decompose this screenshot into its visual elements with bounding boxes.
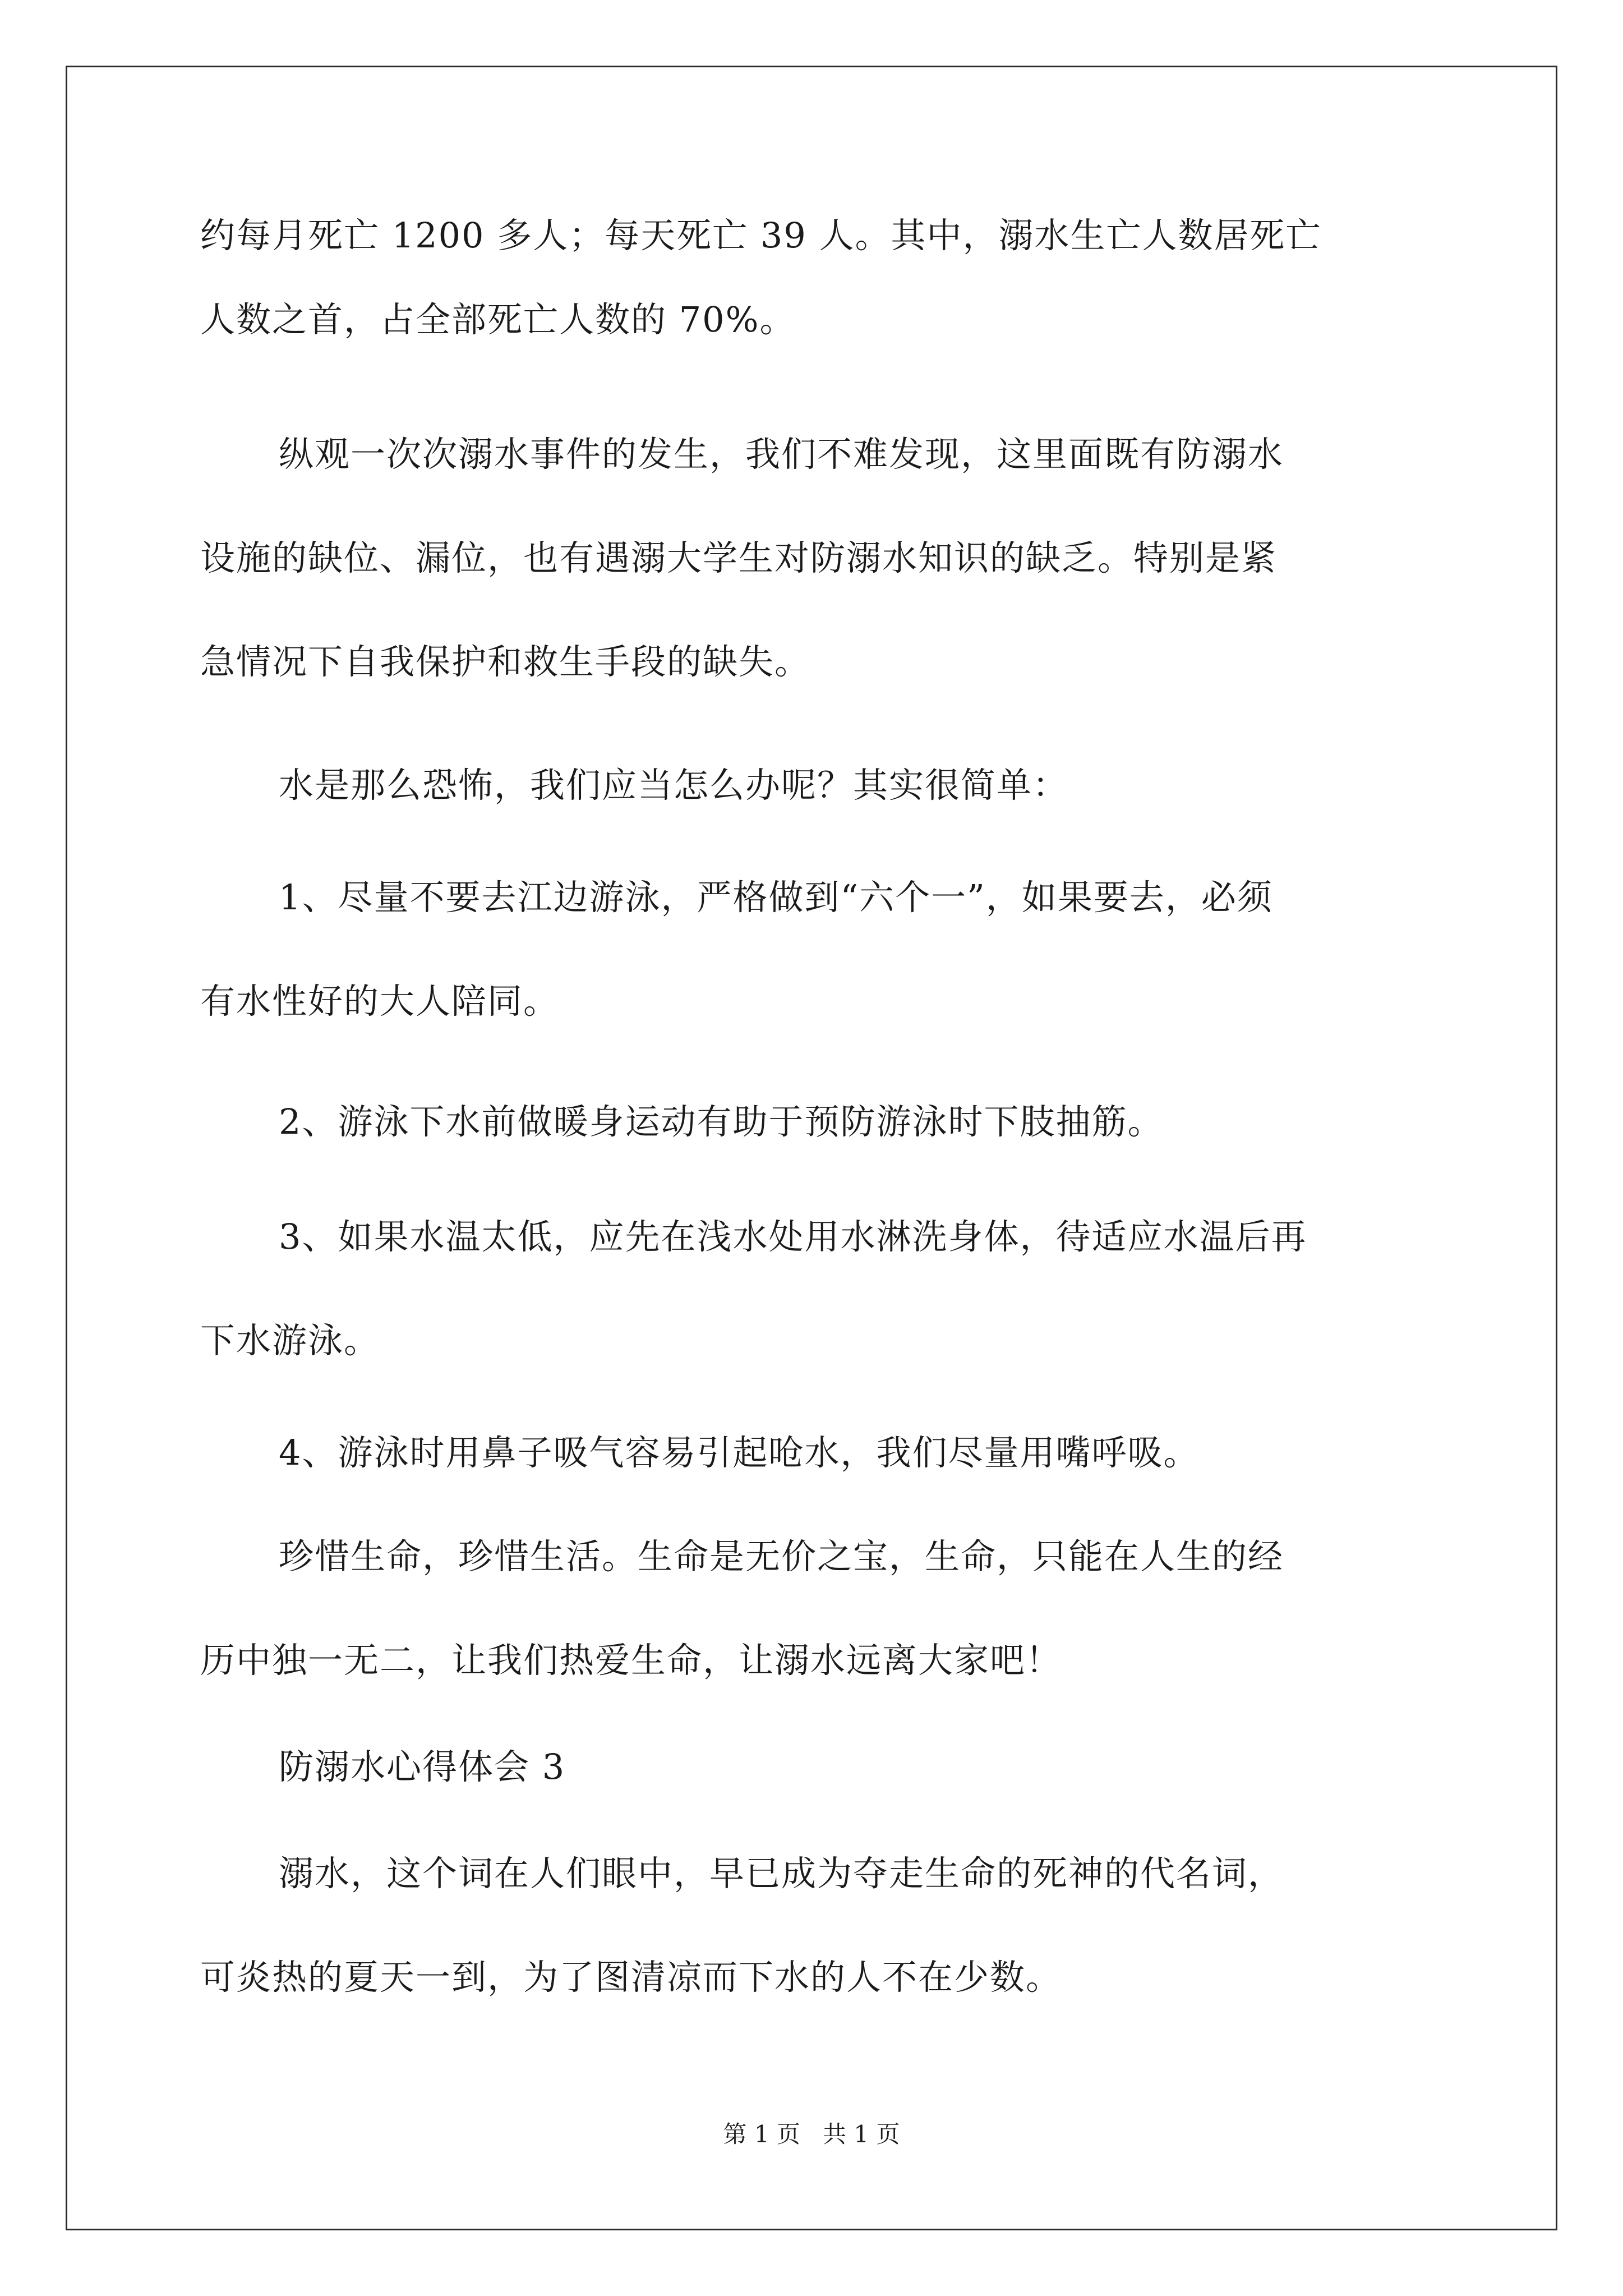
text-line: 历中独一无二，让我们热爱生命，让溺水远离大家吧！ bbox=[200, 1640, 1062, 1681]
list-item-line: 1、尽量不要去江边游泳，严格做到“六个一”，如果要去，必须 bbox=[279, 877, 1273, 918]
paragraph-line: 水是那么恐怖，我们应当怎么办呢？其实很简单： bbox=[279, 765, 1069, 806]
text-line: 急情况下自我保护和救生手段的缺失。 bbox=[200, 641, 811, 682]
page-border bbox=[66, 66, 1557, 2230]
paragraph-line: 纵观一次次溺水事件的发生，我们不难发现，这里面既有防溺水 bbox=[279, 434, 1284, 475]
text-line: 有水性好的大人陪同。 bbox=[200, 981, 560, 1022]
page-number: 第 1 页 bbox=[723, 2120, 800, 2148]
list-item-line: 4、游泳时用鼻子吸气容易引起呛水，我们尽量用嘴呼吸。 bbox=[279, 1432, 1200, 1473]
text-line: 可炎热的夏天一到，为了图清凉而下水的人不在少数。 bbox=[200, 1957, 1062, 1998]
list-item-line: 3、如果水温太低，应先在浅水处用水淋洗身体，待适应水温后再 bbox=[279, 1216, 1307, 1257]
page-total: 共 1 页 bbox=[823, 2120, 900, 2148]
paragraph-line: 珍惜生命，珍惜生活。生命是无价之宝，生命，只能在人生的经 bbox=[279, 1536, 1284, 1577]
paragraph-line: 溺水，这个词在人们眼中，早已成为夺走生命的死神的代名词， bbox=[279, 1853, 1284, 1894]
list-item-line: 2、游泳下水前做暖身运动有助于预防游泳时下肢抽筋。 bbox=[279, 1101, 1164, 1142]
page-footer bbox=[0, 2118, 1623, 2151]
section-heading: 防溺水心得体会 3 bbox=[279, 1746, 566, 1787]
text-line: 约每月死亡 1200 多人；每天死亡 39 人。其中，溺水生亡人数居死亡 bbox=[200, 215, 1322, 256]
text-line: 设施的缺位、漏位，也有遇溺大学生对防溺水知识的缺乏。特别是紧 bbox=[200, 537, 1278, 578]
text-line: 下水游泳。 bbox=[200, 1320, 380, 1361]
text-line: 人数之首，占全部死亡人数的 70%。 bbox=[200, 299, 796, 340]
